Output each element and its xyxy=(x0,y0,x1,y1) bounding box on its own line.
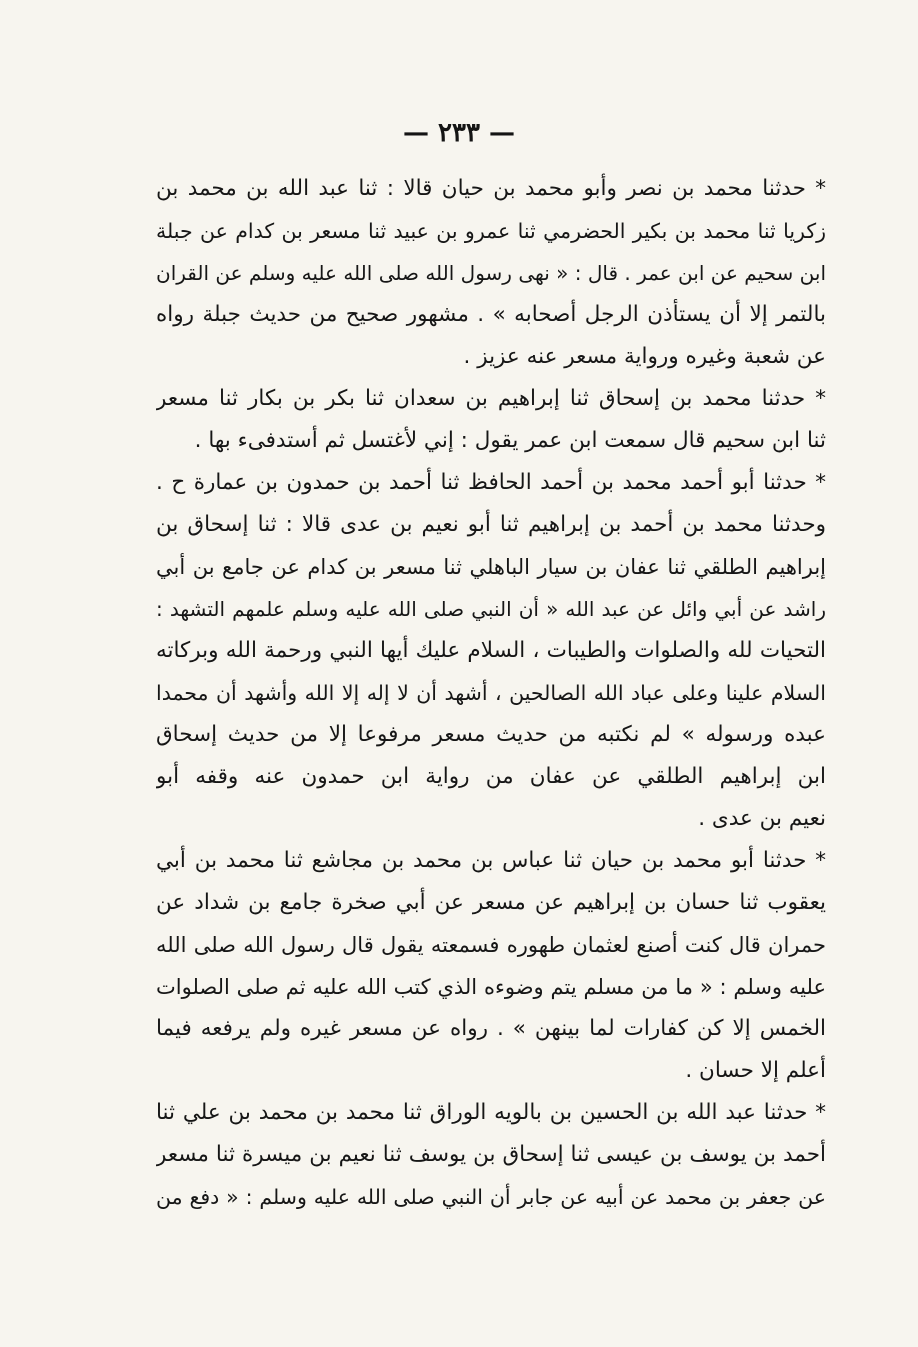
text-line: يعقوب ثنا حسان بن إبراهيم عن مسعر عن أبي صخرة جامع بن شداد عن xyxy=(156,890,826,915)
hadith-paragraph-4 xyxy=(156,840,826,1092)
text-line: * حدثنا أبو أحمد محمد بن أحمد الحافظ ثنا أحمد بن حمدون بن عمارة ح . xyxy=(156,470,826,495)
page-number: — ٢٣٣ — xyxy=(402,118,516,148)
text-line: عليه وسلم : « ما من مسلم يتم وضوءه الذي كتب الله عليه ثم صلى الصلوات xyxy=(156,975,826,999)
text-line: أحمد بن يوسف بن عيسى ثنا إسحاق بن يوسف ثنا نعيم بن ميسرة ثنا مسعر xyxy=(156,1142,826,1167)
text-line: التحيات لله والصلوات والطيبات ، السلام عليك أيها النبي ورحمة الله وبركاته xyxy=(156,638,826,663)
text-line: الخمس إلا كن كفارات لما بينهن » . رواه عن مسعر غيره ولم يرفعه فيما xyxy=(156,1016,826,1041)
text-line: ابن سحيم عن ابن عمر . قال : « نهى رسول الله صلى الله عليه وسلم عن القران xyxy=(156,261,826,285)
text-line: عن جعفر بن محمد عن أبيه عن جابر أن النبي صلى الله عليه وسلم : « دفع من xyxy=(156,1185,826,1209)
text-line: وحدثنا محمد بن أحمد بن إبراهيم ثنا أبو نعيم بن عدى قالا : ثنا إسحاق بن xyxy=(156,512,826,537)
text-line: راشد عن أبي وائل عن عبد الله « أن النبي صلى الله عليه وسلم علمهم التشهد : xyxy=(156,597,826,621)
text-line: عن شعبة وغيره ورواية مسعر عنه عزيز . xyxy=(463,344,826,369)
text-line: السلام علينا وعلى عباد الله الصالحين ، أشهد أن لا إله إلا الله وأشهد أن محمدا xyxy=(156,681,826,705)
text-line: * حدثنا محمد بن إسحاق ثنا إبراهيم بن سعدان ثنا بكر بن بكار ثنا مسعر xyxy=(156,386,826,411)
text-line: ثنا ابن سحيم قال سمعت ابن عمر يقول : إني لأغتسل ثم أستدفىء بها . xyxy=(194,428,826,453)
text-line: أعلم إلا حسان . xyxy=(685,1058,826,1083)
hadith-paragraph-3 xyxy=(156,462,826,840)
text-line: زكريا ثنا محمد بن بكير الحضرمي ثنا عمرو بن عبيد ثنا مسعر بن كدام عن جبلة xyxy=(156,219,826,243)
text-line: نعيم بن عدى . xyxy=(698,806,826,831)
hadith-paragraph-1 xyxy=(156,168,826,378)
hadith-paragraph-2 xyxy=(156,378,826,462)
text-line: بالتمر إلا أن يستأذن الرجل أصحابه » . مشهور صحيح من حديث جبلة رواه xyxy=(156,302,826,327)
text-line: حمران قال كنت أصنع لعثمان طهوره فسمعته يقول قال رسول الله صلى الله xyxy=(156,933,826,957)
text-line: * حدثنا أبو محمد بن حيان ثنا عباس بن محمد بن مجاشع ثنا محمد بن أبي xyxy=(156,848,826,873)
text-line: * حدثنا محمد بن نصر وأبو محمد بن حيان قالا : ثنا عبد الله بن محمد بن xyxy=(156,176,826,201)
text-line: عبده ورسوله » لم نكتبه من حديث مسعر مرفوعا إلا من حديث إسحاق xyxy=(156,722,826,747)
hadith-paragraph-5 xyxy=(156,1092,826,1218)
text-line: إبراهيم الطلقي ثنا عفان بن سيار الباهلي ثنا مسعر بن كدام عن جامع بن أبي xyxy=(156,555,826,579)
hadith-text-block xyxy=(156,168,826,1218)
text-line: * حدثنا عبد الله بن الحسين بن بالويه الوراق ثنا محمد بن محمد بن علي ثنا xyxy=(156,1100,826,1125)
text-line: ابن إبراهيم الطلقي عن عفان من رواية ابن حمدون عنه وقفه أبو xyxy=(156,764,826,789)
